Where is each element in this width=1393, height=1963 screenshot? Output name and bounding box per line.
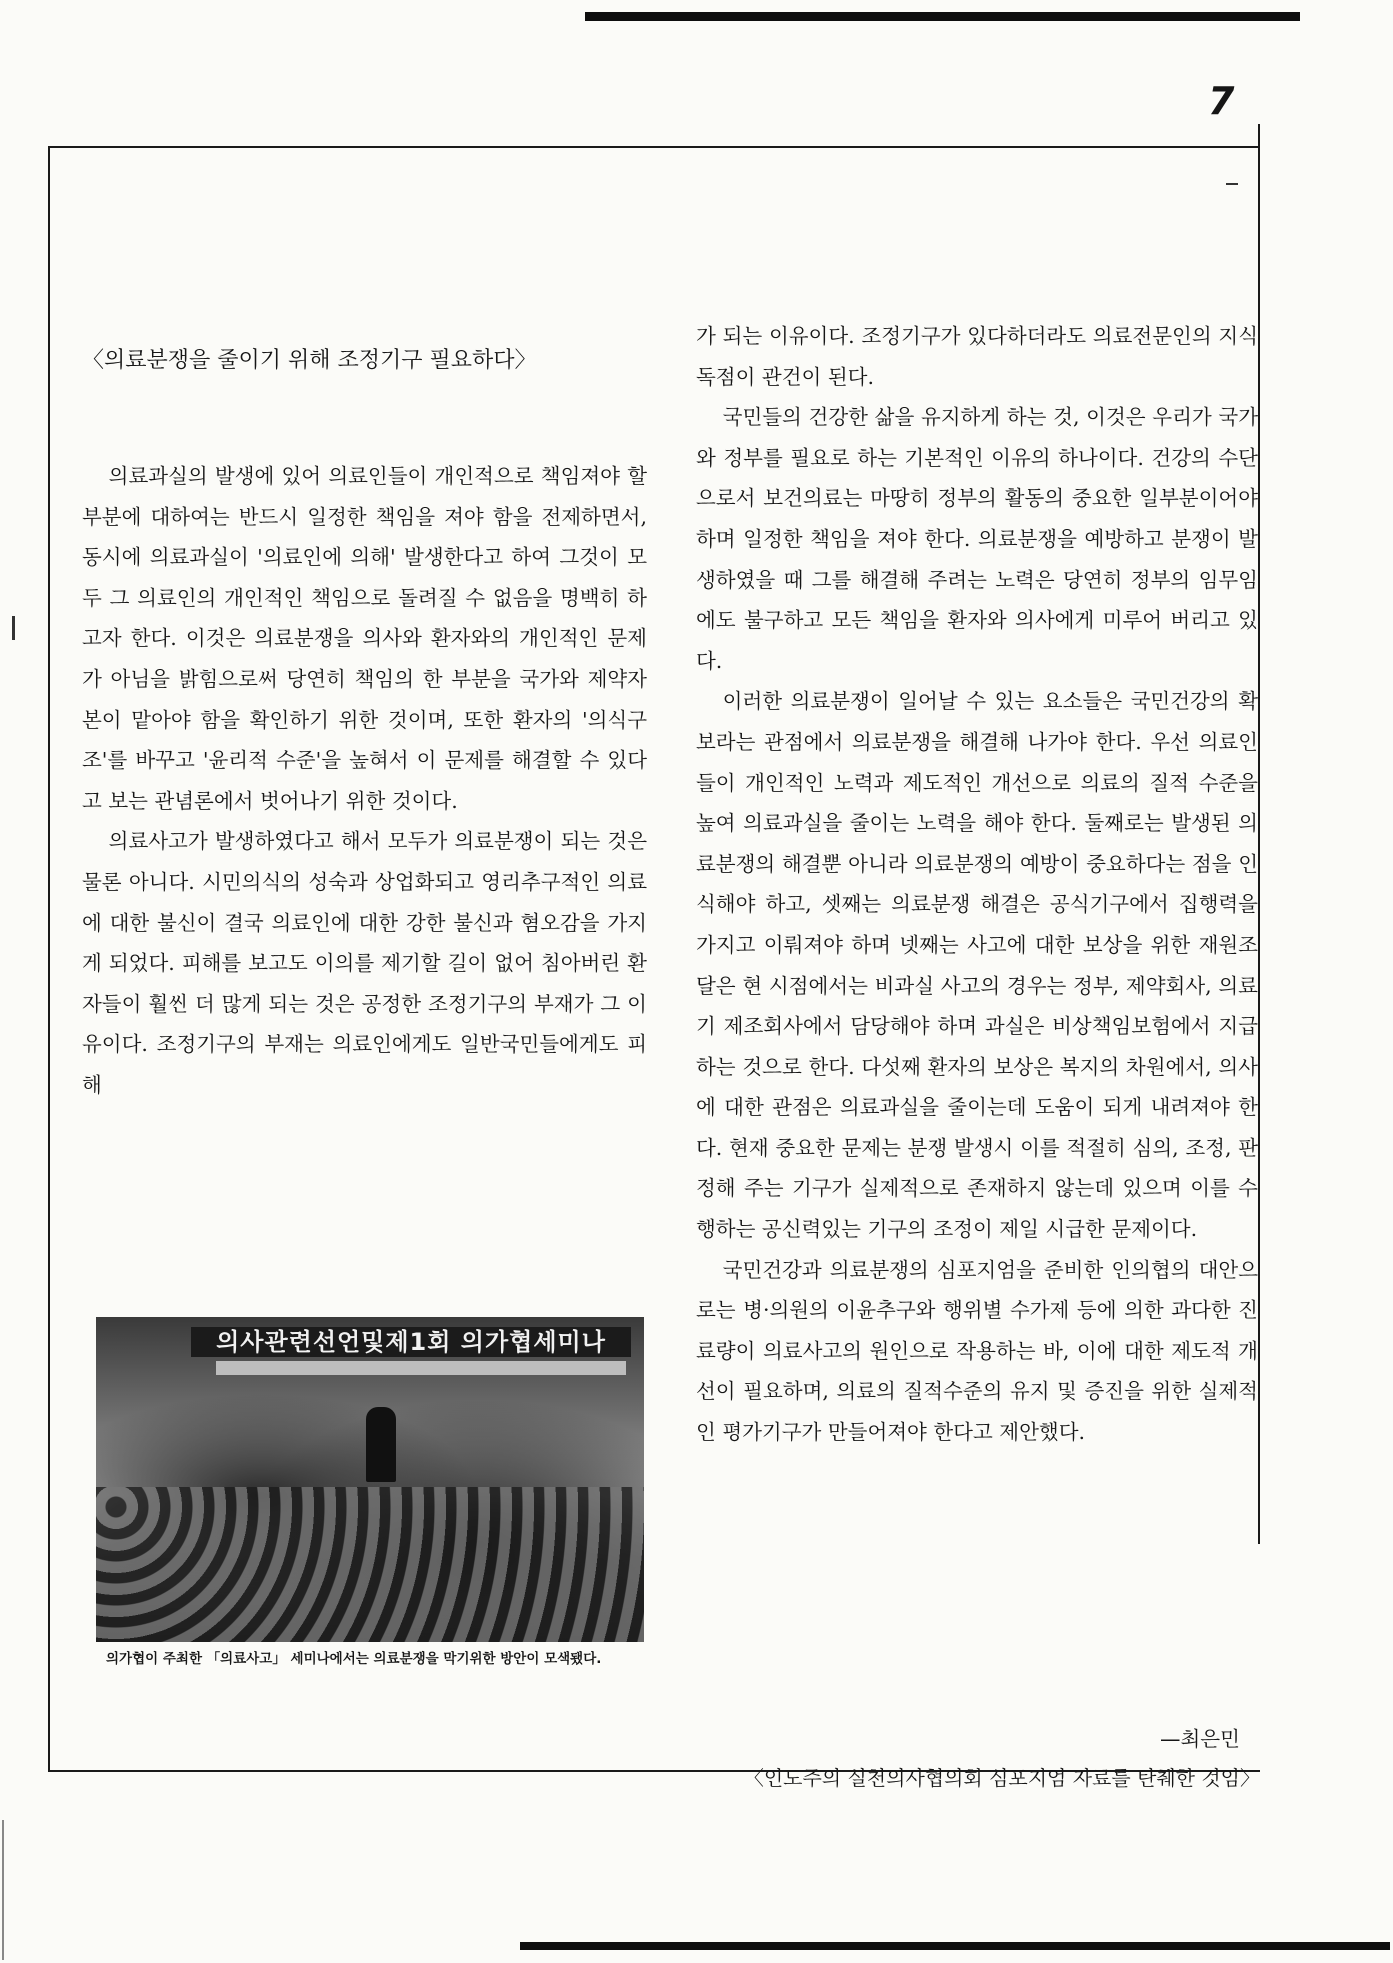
seminar-photo — [96, 1317, 644, 1642]
top-rule — [585, 12, 1300, 21]
paragraph: 이러한 의료분쟁이 일어날 수 있는 요소들은 국민건강의 확보라는 관점에서 의료분쟁을 해결해 나가야 한다. 우선 의료인들이 개인적인 노력과 제도적인 개선으로 의료의 질적 수준을 높여 의료과실을 줄이는 노력을 해야 한다. 둘째로는 발생된 의료분쟁의 해결뿐 아니라 의료분쟁의 예방이 중요하다는 점을 인식해야 하고, 셋째는 의료분쟁 해결은 공식기구에서 집행력을 가지고 이뤄져야 하며 넷째는 사고에 대한 보상을 위한 재원조달은 현 시점에서는 비과실 사고의 경우는 정부, 제약회사, 의료기 제조회사에서 담당해야 하며 과실은 비상책임보험에서 지급하는 것으로 한다. 다섯째 환자의 보상은 복지의 차원에서, 의사에 대한 관점은 의료과실을 줄이는데 도움이 되게 내려져야 한다. 현재 중요한 문제는 분쟁 발생시 이를 적절히 심의, 조정, 판정해 주는 기구가 실제적으로 존재하지 않는데 있으며 이를 수행하는 공신력있는 기구의 조정이 제일 시급한 문제이다. — [696, 689, 1258, 1242]
speaker-figure — [366, 1407, 396, 1482]
paragraph: 의료과실의 발생에 있어 의료인들이 개인적으로 책임져야 할 부분에 대하여는 반드시 일정한 책임을 져야 함을 전제하면서, 동시에 의료과실이 '의료인에 의해' 발생한다고 하여 그것이 모두 그 의료인의 개인적인 책임으로 돌려질 수 없음을 명백히 하고자 한다. 이것은 의료분쟁을 의사와 환자와의 개인적인 문제가 아님을 밝힘으로써 당연히 책임의 한 부분을 국가와 제약자본이 맡아야 함을 확인하기 위한 것이며, 또한 환자의 '의식구조'를 바꾸고 '윤리적 수준'을 높혀서 이 문제를 해결할 수 있다고 보는 관념론에서 벗어나기 위한 것이다. — [82, 464, 647, 813]
audience-crowd — [96, 1487, 644, 1642]
paragraph: 의료사고가 발생하였다고 해서 모두가 의료분쟁이 되는 것은 물론 아니다. 시민의식의 성숙과 상업화되고 영리추구적인 의료에 대한 불신이 결국 의료인에 대한 강한 불신과 혐오감을 가지게 되었다. 피해를 보고도 이의를 제기할 길이 없어 침아버린 환자들이 훨씬 더 많게 되는 것은 공정한 조정기구의 부재가 그 이유이다. 조정기구의 부재는 의료인에게도 일반국민들에게도 피해 — [82, 829, 647, 1097]
right-column — [696, 316, 1258, 1453]
scan-edge-line — [2, 1820, 4, 1960]
author-signature: —최은민 — [1160, 1727, 1240, 1751]
bottom-rule — [520, 1942, 1390, 1950]
source-note: 〈인도주의 실천의사협의회 심포지엄 자료를 탄췌한 것임〉 — [743, 1766, 1260, 1790]
article-frame-right-edge — [1258, 124, 1260, 1544]
photo-banner-subline — [216, 1361, 626, 1375]
paragraph: 국민건강과 의료분쟁의 심포지엄을 준비한 인의협의 대안으로는 병·의원의 이윤추구와 행위별 수가제 등에 의한 과다한 진료량이 의료사고의 원인으로 작용하는 바, 이에 대한 제도적 개선이 필요하며, 의료의 질적수준의 유지 및 증진을 위한 실제적인 평가기구가 만들어져야 한다고 제안했다. — [696, 1257, 1258, 1445]
margin-mark — [12, 616, 15, 640]
scan-mark — [1226, 183, 1238, 185]
paragraph: 가 되는 이유이다. 조정기구가 있다하더라도 의료전문인의 지식 독점이 관건이 된다. — [696, 324, 1258, 389]
paragraph: 국민들의 건강한 삶을 유지하게 하는 것, 이것은 우리가 국가와 정부를 필요로 하는 기본적인 이유의 하나이다. 건강의 수단으로서 보건의료는 마땅히 정부의 활동의 중요한 일부분이어야 하며 일정한 책임을 져야 한다. 의료분쟁을 예방하고 분쟁이 발생하였을 때 그를 해결해 주려는 노력은 당연히 정부의 임무임에도 불구하고 모든 책임을 환자와 의사에게 미루어 버리고 있다. — [696, 405, 1258, 673]
photo-banner-text: 의사관련선언및제1회 의가협세미나 — [191, 1327, 631, 1357]
left-column — [82, 456, 647, 1106]
page-number: 7 — [1208, 79, 1235, 123]
photo-caption: 의가협이 주최한 「의료사고」 세미나에서는 의료분쟁을 막기위한 방안이 모색됐다. — [106, 1651, 602, 1667]
article-heading: 〈의료분쟁을 줄이기 위해 조정기구 필요하다〉 — [82, 348, 537, 373]
